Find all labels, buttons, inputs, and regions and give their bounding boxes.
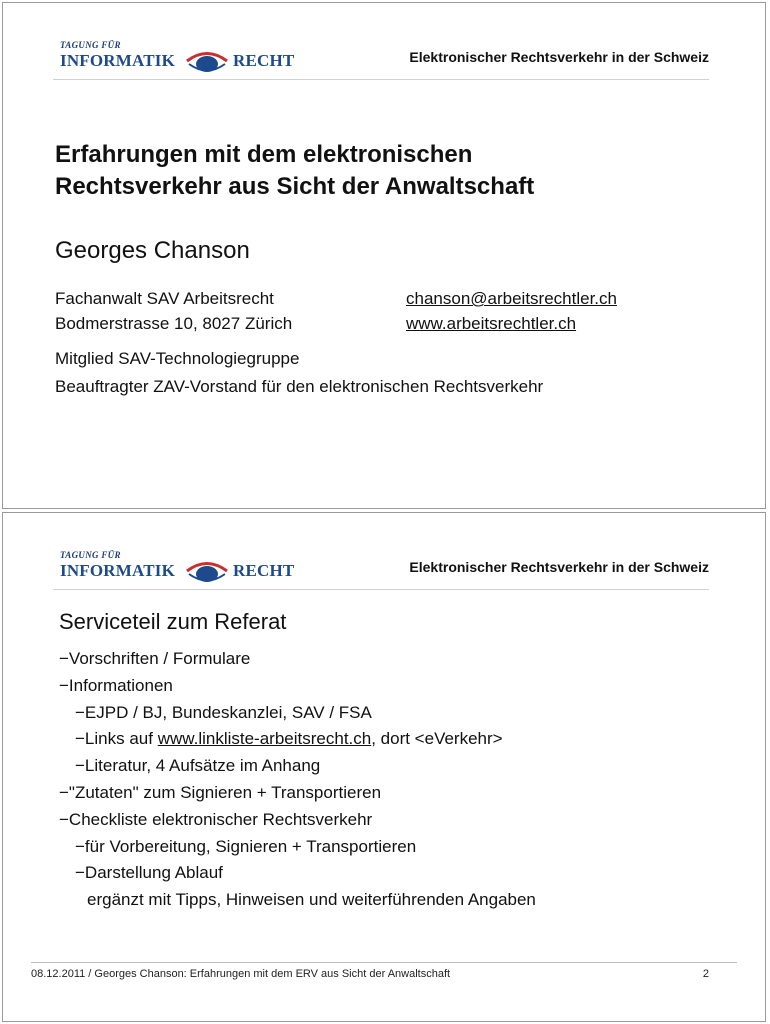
membership-line-2: Beauftragter ZAV-Vorstand für den elektronischen Rechtsverkehr	[55, 377, 544, 396]
membership-line-1: Mitglied SAV-Technologiegruppe	[55, 349, 300, 368]
logo-tagline: TAGUNG FÜR	[60, 40, 121, 50]
list-item	[59, 726, 536, 753]
list-item-continuation: ergänzt mit Tipps, Hinweisen und weiterführenden Angaben	[87, 890, 536, 910]
email-link[interactable]: chanson@arbeitsrechtler.ch	[406, 289, 617, 308]
links-suffix: , dort <eVerkehr>	[371, 729, 503, 749]
eye-logo-icon	[184, 46, 230, 76]
list-item: −Informationen	[59, 675, 173, 695]
conference-logo	[58, 40, 298, 80]
author-address: Bodmerstrasse 10, 8027 Zürich	[55, 314, 293, 333]
list-item: −Literatur, 4 Aufsätze im Anhang	[75, 756, 321, 776]
footer-text: 08.12.2011 / Georges Chanson: Erfahrungen mit dem ERV aus Sicht der Anwaltschaft	[31, 968, 451, 980]
author-role: Fachanwalt SAV Arbeitsrecht	[55, 289, 274, 308]
logo-word-informatik: INFORMATIK	[60, 561, 176, 580]
list-item: −für Vorbereitung, Signieren + Transportieren	[75, 836, 417, 856]
header-divider	[53, 589, 709, 590]
list-item: −Darstellung Ablauf	[75, 863, 223, 883]
website-link[interactable]: www.arbeitsrechtler.ch	[406, 314, 577, 333]
list-item: −Vorschriften / Formulare	[59, 649, 251, 668]
slide-1	[2, 2, 766, 509]
author-name: Georges Chanson	[55, 237, 250, 264]
list-item: −EJPD / BJ, Bundeskanzlei, SAV / FSA	[75, 702, 372, 722]
header-title: Elektronischer Rechtsverkehr in der Schweiz	[409, 559, 709, 575]
footer-divider	[31, 962, 737, 963]
service-list	[59, 646, 536, 914]
title-line-1: Erfahrungen mit dem elektronischen	[55, 141, 473, 168]
page-number: 2	[702, 968, 709, 980]
logo-word-recht: RECHT	[233, 561, 295, 580]
slide-title: Serviceteil zum Referat	[59, 609, 287, 634]
eye-logo-icon	[184, 556, 230, 586]
linkliste-link[interactable]: www.linkliste-arbeitsrecht.ch	[157, 729, 372, 749]
header-divider	[53, 79, 709, 80]
list-item: −"Zutaten" zum Signieren + Transportieren	[59, 782, 382, 802]
logo-tagline: TAGUNG FÜR	[60, 550, 121, 560]
links-prefix: −Links auf	[75, 729, 158, 749]
title-line-2: Rechtsverkehr aus Sicht der Anwaltschaft	[55, 173, 535, 200]
logo-word-informatik: INFORMATIK	[60, 51, 176, 70]
list-item: −Checkliste elektronischer Rechtsverkehr	[59, 809, 373, 829]
presentation-title	[55, 139, 534, 203]
logo-word-recht: RECHT	[233, 51, 295, 70]
conference-logo	[58, 550, 298, 590]
header-title: Elektronischer Rechtsverkehr in der Schweiz	[409, 49, 709, 65]
slide-2	[2, 512, 766, 1022]
